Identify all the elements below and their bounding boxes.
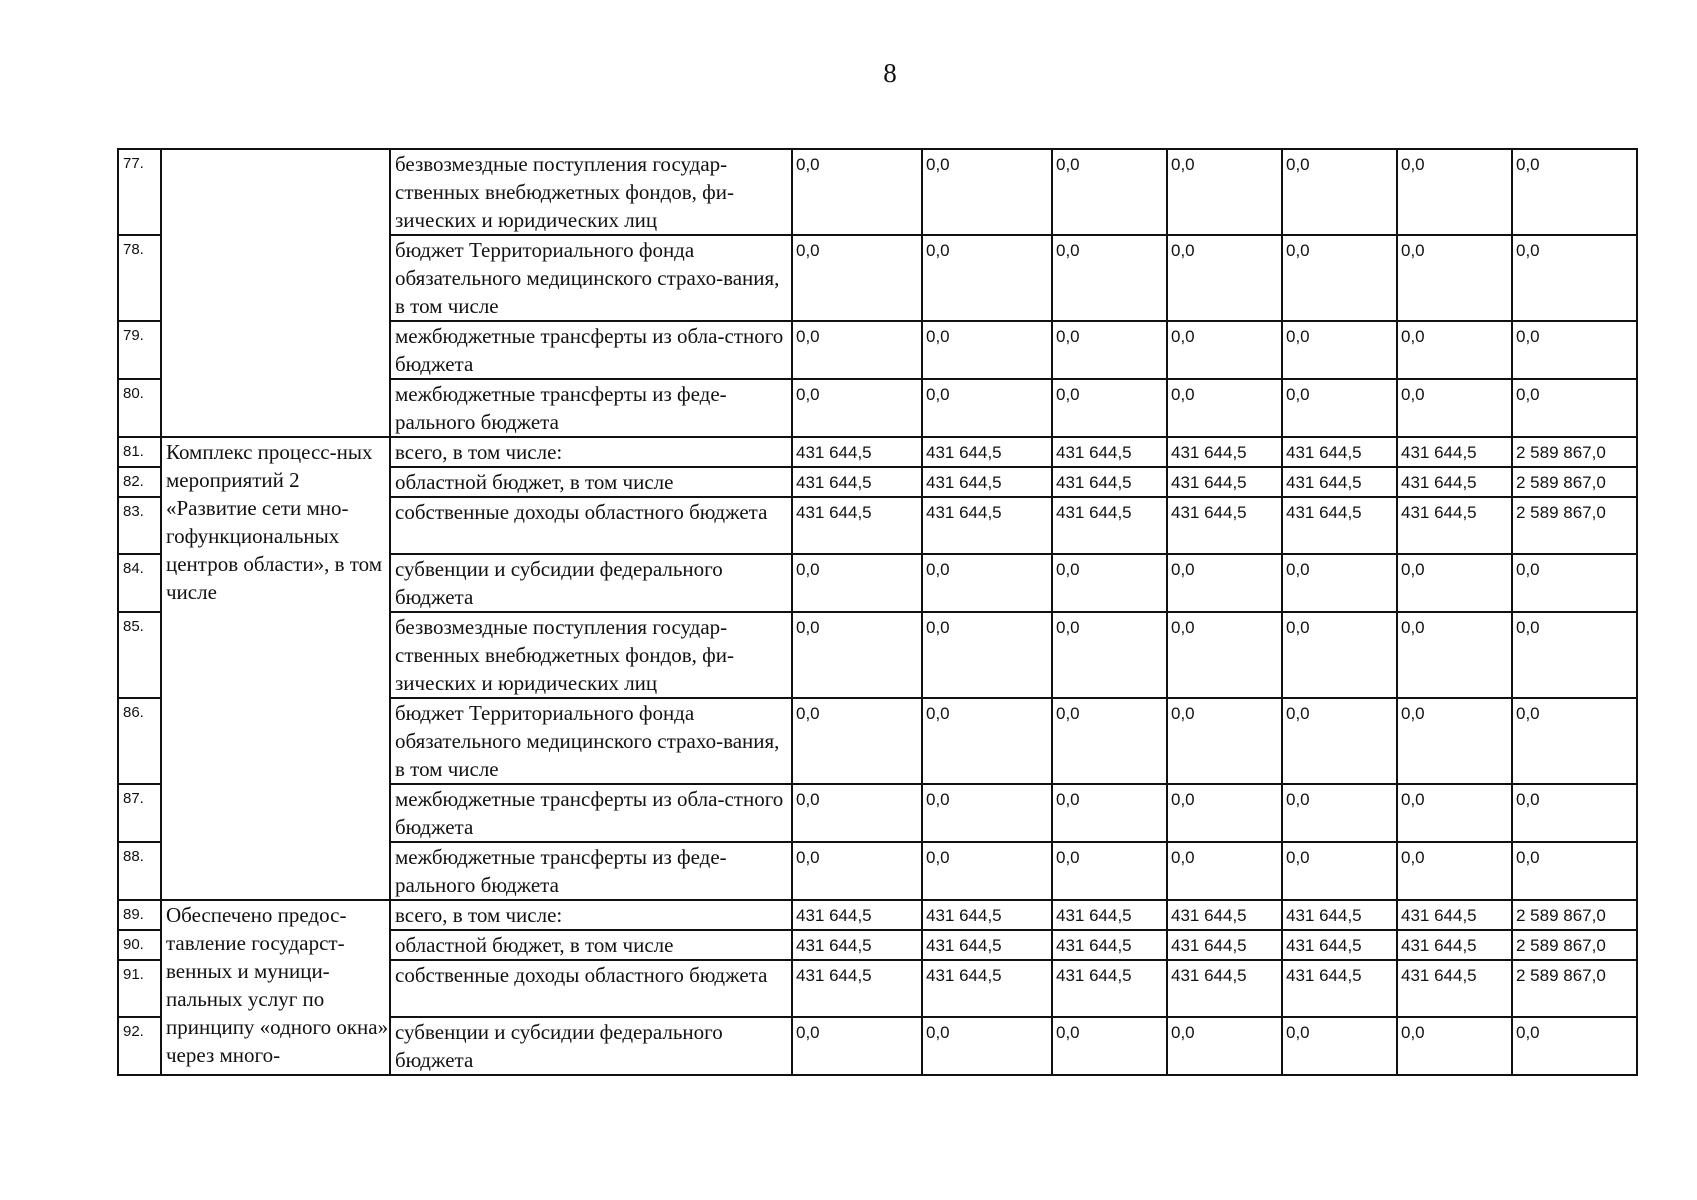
year-value: 0,0 (1167, 379, 1282, 437)
year-value: 0,0 (922, 842, 1052, 900)
row-number: 82. (118, 467, 161, 497)
year-value: 0,0 (922, 554, 1052, 612)
year-value: 431 644,5 (1282, 960, 1397, 1017)
year-value: 0,0 (1397, 1017, 1512, 1075)
year-value: 431 644,5 (1052, 497, 1167, 554)
year-value: 0,0 (1397, 235, 1512, 321)
page-number: 8 (883, 58, 897, 88)
year-value: 431 644,5 (1282, 497, 1397, 554)
year-value: 0,0 (1397, 612, 1512, 698)
total-value: 0,0 (1512, 321, 1637, 379)
year-value: 0,0 (1052, 784, 1167, 842)
year-value: 0,0 (1167, 235, 1282, 321)
row-number: 77. (118, 149, 161, 235)
year-value: 0,0 (1052, 554, 1167, 612)
year-value: 431 644,5 (792, 900, 922, 930)
total-value: 0,0 (1512, 842, 1637, 900)
year-value: 0,0 (1167, 784, 1282, 842)
year-value: 0,0 (792, 612, 922, 698)
total-value: 0,0 (1512, 1017, 1637, 1075)
total-value: 0,0 (1512, 698, 1637, 784)
total-value: 0,0 (1512, 149, 1637, 235)
row-number: 83. (118, 497, 161, 554)
year-value: 0,0 (1397, 149, 1512, 235)
funding-source: межбюджетные трансферты из феде-рального бюджета (390, 842, 792, 900)
year-value: 431 644,5 (1167, 960, 1282, 1017)
total-value: 2 589 867,0 (1512, 960, 1637, 1017)
funding-source: областной бюджет, в том числе (390, 930, 792, 960)
row-number: 91. (118, 960, 161, 1017)
funding-source: межбюджетные трансферты из феде-рального бюджета (390, 379, 792, 437)
year-value: 0,0 (1052, 698, 1167, 784)
year-value: 0,0 (1167, 321, 1282, 379)
year-value: 0,0 (792, 149, 922, 235)
total-value: 0,0 (1512, 554, 1637, 612)
row-number: 79. (118, 321, 161, 379)
year-value: 431 644,5 (1167, 900, 1282, 930)
table-body (118, 149, 1637, 1075)
funding-source: бюджет Территориального фонда обязательного медицинского страхо-вания, в том числе (390, 235, 792, 321)
year-value: 0,0 (1167, 612, 1282, 698)
year-value: 431 644,5 (1052, 467, 1167, 497)
event-name-cell: Обеспечено предос-тавление государст-венных и муници-пальных услуг по принципу «одного окна» через много- (161, 900, 390, 1075)
total-value: 2 589 867,0 (1512, 497, 1637, 554)
year-value: 0,0 (1397, 698, 1512, 784)
year-value: 431 644,5 (792, 467, 922, 497)
year-value: 0,0 (1167, 1017, 1282, 1075)
year-value: 0,0 (922, 784, 1052, 842)
year-value: 0,0 (1282, 554, 1397, 612)
year-value: 0,0 (1052, 379, 1167, 437)
year-value: 0,0 (1397, 321, 1512, 379)
year-value: 0,0 (1397, 784, 1512, 842)
year-value: 0,0 (1282, 698, 1397, 784)
funding-source: собственные доходы областного бюджета (390, 497, 792, 554)
year-value: 0,0 (1282, 235, 1397, 321)
funding-source: безвозмездные поступления государ-ственных внебюджетных фондов, фи-зических и юридических лиц (390, 149, 792, 235)
year-value: 0,0 (1282, 1017, 1397, 1075)
year-value: 431 644,5 (922, 900, 1052, 930)
year-value: 0,0 (792, 321, 922, 379)
year-value: 0,0 (922, 1017, 1052, 1075)
total-value: 0,0 (1512, 784, 1637, 842)
year-value: 0,0 (1397, 379, 1512, 437)
row-number: 86. (118, 698, 161, 784)
year-value: 431 644,5 (1282, 467, 1397, 497)
total-value: 2 589 867,0 (1512, 467, 1637, 497)
year-value: 0,0 (792, 1017, 922, 1075)
year-value: 0,0 (1397, 554, 1512, 612)
year-value: 0,0 (922, 321, 1052, 379)
year-value: 431 644,5 (922, 930, 1052, 960)
table-row (118, 149, 1637, 235)
row-number: 80. (118, 379, 161, 437)
year-value: 0,0 (1282, 321, 1397, 379)
year-value: 431 644,5 (1167, 467, 1282, 497)
year-value: 431 644,5 (922, 497, 1052, 554)
year-value: 431 644,5 (1397, 960, 1512, 1017)
budget-table (117, 148, 1638, 1076)
year-value: 431 644,5 (1397, 930, 1512, 960)
year-value: 0,0 (922, 379, 1052, 437)
row-number: 92. (118, 1017, 161, 1075)
funding-source: всего, в том числе: (390, 437, 792, 467)
row-number: 87. (118, 784, 161, 842)
year-value: 0,0 (1282, 149, 1397, 235)
year-value: 0,0 (922, 612, 1052, 698)
funding-source: бюджет Территориального фонда обязательного медицинского страхо-вания, в том числе (390, 698, 792, 784)
year-value: 431 644,5 (1282, 930, 1397, 960)
year-value: 431 644,5 (1167, 437, 1282, 467)
row-number: 81. (118, 437, 161, 467)
year-value: 0,0 (1052, 1017, 1167, 1075)
row-number: 90. (118, 930, 161, 960)
year-value: 431 644,5 (792, 930, 922, 960)
year-value: 0,0 (1282, 842, 1397, 900)
year-value: 431 644,5 (1052, 900, 1167, 930)
funding-source: субвенции и субсидии федерального бюджета (390, 1017, 792, 1075)
year-value: 0,0 (1167, 149, 1282, 235)
year-value: 431 644,5 (1167, 930, 1282, 960)
year-value: 431 644,5 (1397, 467, 1512, 497)
year-value: 431 644,5 (1397, 497, 1512, 554)
year-value: 0,0 (1397, 842, 1512, 900)
total-value: 2 589 867,0 (1512, 930, 1637, 960)
total-value: 0,0 (1512, 379, 1637, 437)
row-number: 84. (118, 554, 161, 612)
table-row (118, 900, 1637, 930)
total-value: 0,0 (1512, 612, 1637, 698)
year-value: 431 644,5 (922, 960, 1052, 1017)
funding-source: субвенции и субсидии федерального бюджета (390, 554, 792, 612)
year-value: 431 644,5 (792, 497, 922, 554)
row-number: 89. (118, 900, 161, 930)
year-value: 0,0 (1167, 842, 1282, 900)
year-value: 0,0 (1052, 842, 1167, 900)
year-value: 0,0 (792, 554, 922, 612)
year-value: 431 644,5 (922, 437, 1052, 467)
row-number: 85. (118, 612, 161, 698)
year-value: 0,0 (1282, 784, 1397, 842)
funding-source: областной бюджет, в том числе (390, 467, 792, 497)
year-value: 431 644,5 (1167, 497, 1282, 554)
funding-source: межбюджетные трансферты из обла-стного бюджета (390, 321, 792, 379)
year-value: 0,0 (922, 235, 1052, 321)
year-value: 0,0 (1052, 612, 1167, 698)
year-value: 431 644,5 (1397, 437, 1512, 467)
event-name-cell (161, 149, 390, 437)
year-value: 0,0 (792, 235, 922, 321)
event-name-cell: Комплекс процесс-ных мероприятий 2 «Развитие сети мно-гофункциональных центров области», в том числе (161, 437, 390, 900)
year-value: 431 644,5 (922, 467, 1052, 497)
year-value: 431 644,5 (1397, 900, 1512, 930)
year-value: 431 644,5 (1052, 930, 1167, 960)
funding-source: межбюджетные трансферты из обла-стного бюджета (390, 784, 792, 842)
total-value: 2 589 867,0 (1512, 900, 1637, 930)
year-value: 0,0 (1282, 379, 1397, 437)
year-value: 0,0 (792, 842, 922, 900)
total-value: 2 589 867,0 (1512, 437, 1637, 467)
year-value: 0,0 (792, 698, 922, 784)
year-value: 431 644,5 (792, 960, 922, 1017)
year-value: 431 644,5 (1052, 437, 1167, 467)
year-value: 0,0 (792, 379, 922, 437)
year-value: 431 644,5 (1052, 960, 1167, 1017)
year-value: 0,0 (792, 784, 922, 842)
year-value: 0,0 (1052, 321, 1167, 379)
year-value: 0,0 (1282, 612, 1397, 698)
year-value: 0,0 (922, 149, 1052, 235)
year-value: 431 644,5 (792, 437, 922, 467)
year-value: 431 644,5 (1282, 900, 1397, 930)
year-value: 0,0 (922, 698, 1052, 784)
table-row (118, 437, 1637, 467)
year-value: 0,0 (1167, 698, 1282, 784)
funding-source: всего, в том числе: (390, 900, 792, 930)
total-value: 0,0 (1512, 235, 1637, 321)
funding-source: безвозмездные поступления государ-ственных внебюджетных фондов, фи-зических и юридических лиц (390, 612, 792, 698)
row-number: 88. (118, 842, 161, 900)
year-value: 0,0 (1167, 554, 1282, 612)
year-value: 0,0 (1052, 149, 1167, 235)
year-value: 431 644,5 (1282, 437, 1397, 467)
year-value: 0,0 (1052, 235, 1167, 321)
row-number: 78. (118, 235, 161, 321)
funding-source: собственные доходы областного бюджета (390, 960, 792, 1017)
